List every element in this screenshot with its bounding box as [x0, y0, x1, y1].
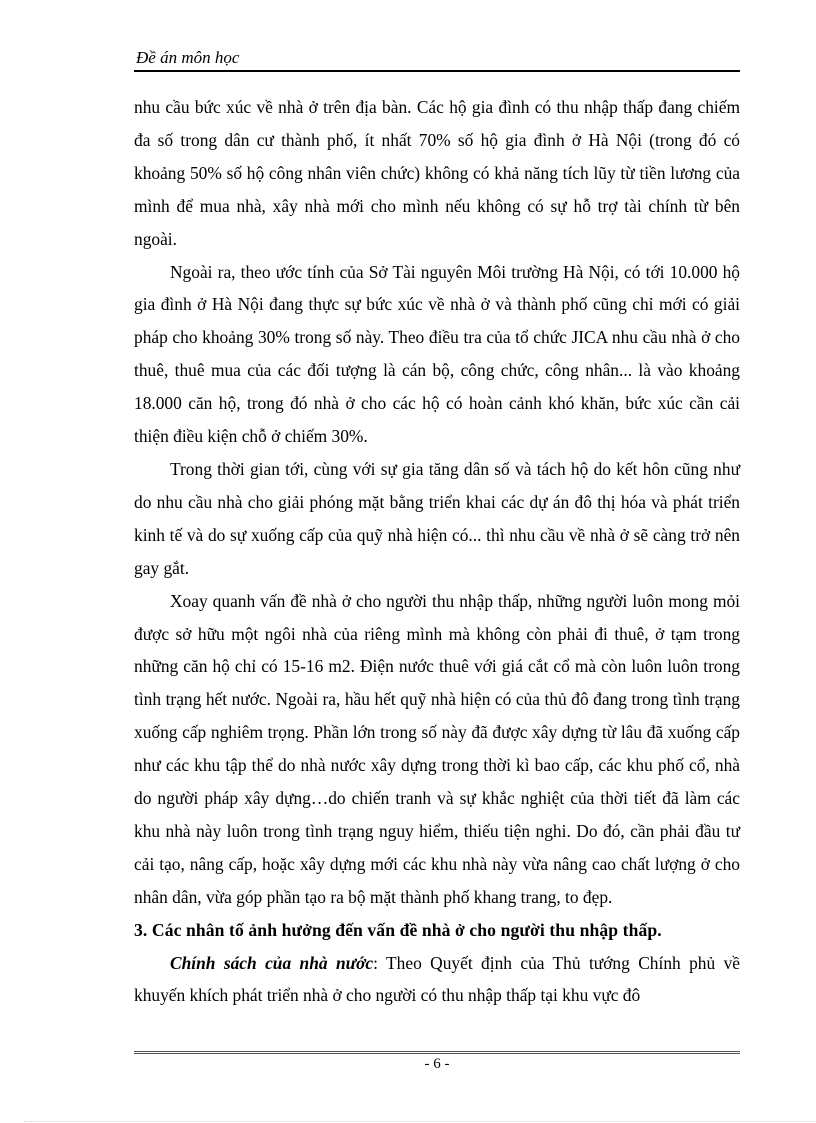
paragraph-5	[134, 947, 740, 1013]
document-body	[134, 91, 740, 1012]
paragraph-4: Xoay quanh vấn đề nhà ở cho người thu nhập thấp, những người luôn mong mỏi được sở hữu một ngôi nhà của riêng mình mà không còn phải đi thuê, ở tạm trong những căn hộ chỉ có 15-16 m2. Điện nước thuê với giá cắt cổ mà còn luôn luôn trong tình trạng hết nước. Ngoài ra, hầu hết quỹ nhà hiện có của thủ đô đang trong tình trạng xuống cấp nghiêm trọng. Phần lớn trong số này đã được xây dựng từ lâu đã xuống cấp như các khu tập thể do nhà nước xây dựng trong thời kì bao cấp, các khu phố cổ, nhà do người pháp xây dựng…do chiến tranh và sự khắc nghiệt của thời tiết đã làm các khu nhà này luôn trong tình trạng nguy hiểm, thiếu tiện nghi. Do đó, cần phải đầu tư cải tạo, nâng cấp, hoặc xây dựng mới các khu nhà này vừa nâng cao chất lượng ở cho nhân dân, vừa góp phần tạo ra bộ mặt thành phố khang trang, to đẹp.	[134, 590, 740, 907]
paragraph-2: Ngoài ra, theo ước tính của Sở Tài nguyên Môi trường Hà Nội, có tới 10.000 hộ gia đình ở Hà Nội đang thực sự bức xúc về nhà ở và thành phố cũng chỉ mới có giải pháp cho khoảng 30% trong số này. Theo điều tra của tổ chức JICA nhu cầu nhà ở cho thuê, thuê mua của các đối tượng là cán bộ, công chức, công nhân... là vào khoảng 18.000 căn hộ, trong đó nhà ở cho các hộ có hoàn cảnh khó khăn, bức xúc cần cải thiện điều kiện chỗ ở chiếm 30%.	[134, 261, 740, 447]
section-heading: 3. Các nhân tố ảnh hưởng đến vấn đề nhà ở cho người thu nhập thấp.	[134, 919, 662, 940]
paragraph-3: Trong thời gian tới, cùng với sự gia tăng dân số và tách hộ do kết hôn cũng như do nhu cầu nhà cho giải phóng mặt bằng triển khai các dự án đô thị hóa và phát triển kinh tế và do sự xuống cấp của quỹ nhà hiện có... thì nhu cầu về nhà ở sẽ càng trở nên gay gắt.	[134, 458, 740, 578]
paragraph-5-text: : Theo Quyết định của Thủ tướng Chính phủ về khuyến khích phát triển nhà ở cho người có thu nhập thấp tại khu vực đô	[134, 952, 740, 1006]
paragraph-5-lead: Chính sách của nhà nước	[170, 952, 374, 973]
page-edge	[24, 1121, 816, 1122]
footer-divider	[134, 1051, 740, 1054]
header-divider	[134, 70, 740, 72]
paragraph-1: nhu cầu bức xúc về nhà ở trên địa bàn. Các hộ gia đình có thu nhập thấp đang chiếm đa số trong dân cư thành phố, ít nhất 70% số hộ gia đình ở Hà Nội (trong đó có khoảng 50% số hộ công nhân viên chức) không có khả năng tích lũy từ tiền lương của mình để mua nhà, xây nhà mới cho mình nếu không có sự hỗ trợ tài chính từ bên ngoài.	[134, 97, 740, 249]
page-number: - 6 -	[424, 1056, 450, 1072]
page-header-title: Đề án môn học	[136, 48, 240, 67]
